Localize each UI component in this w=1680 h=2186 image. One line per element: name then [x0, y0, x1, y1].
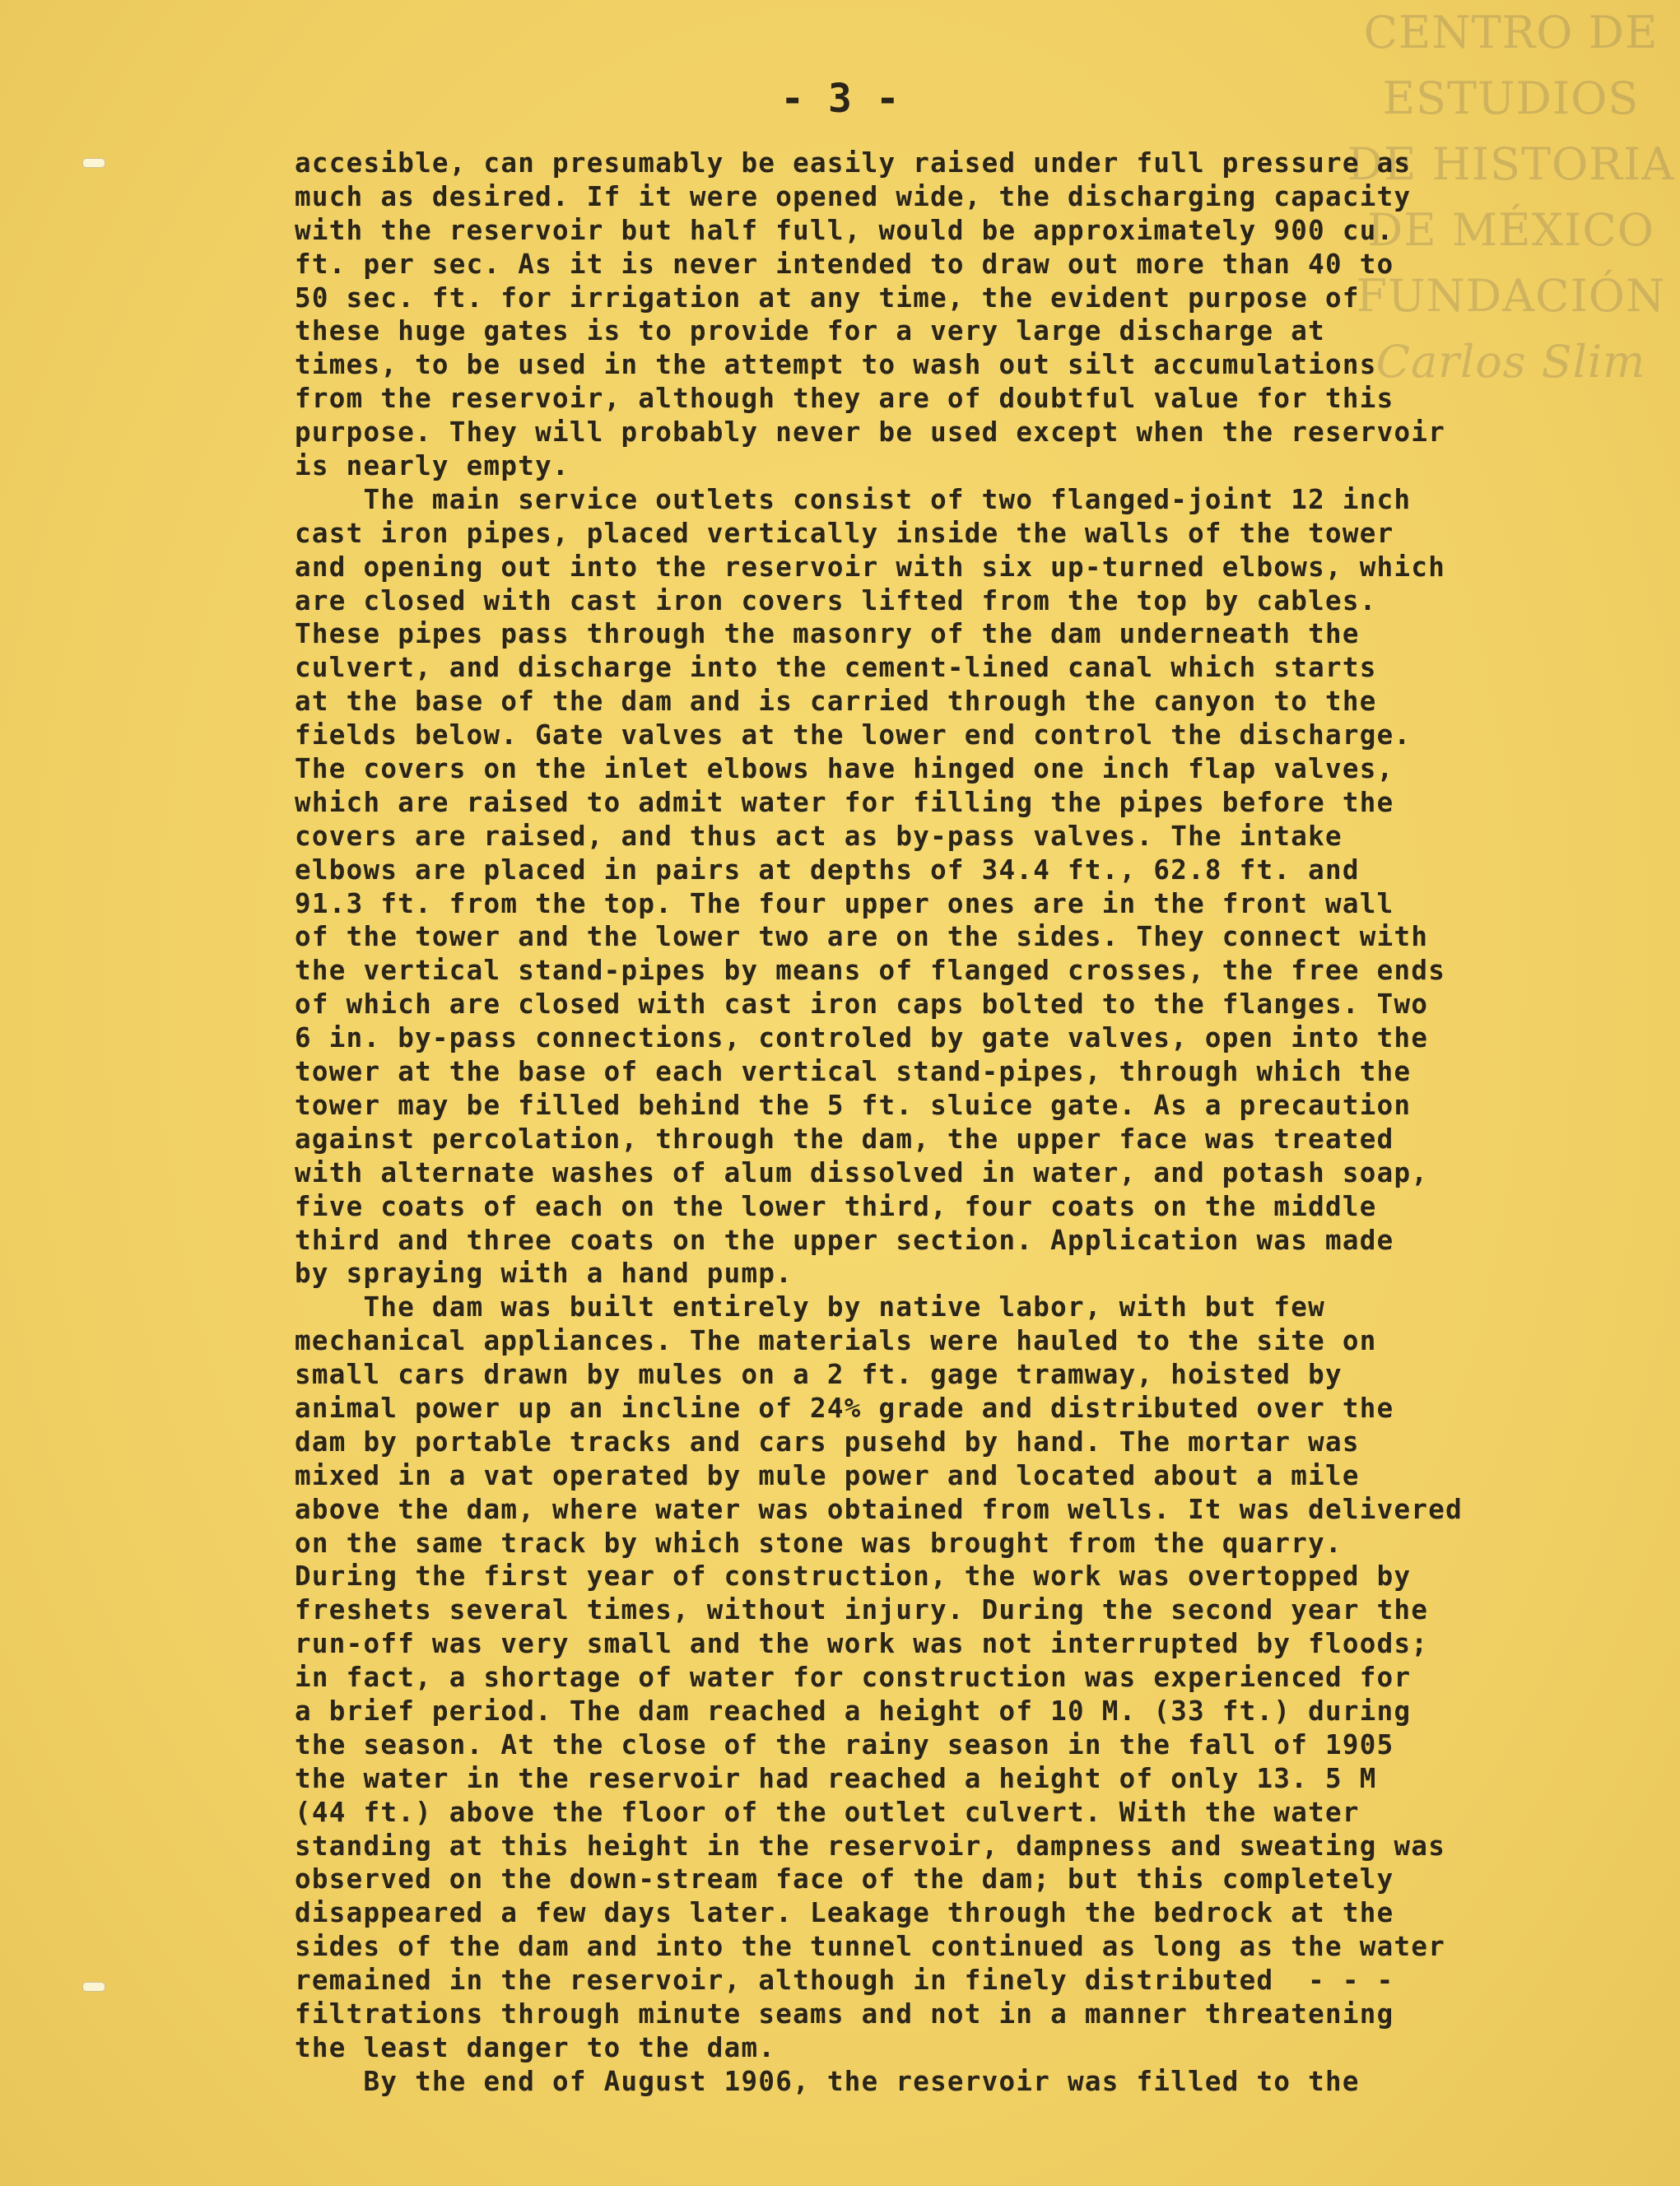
text-line: tower may be filled behind the 5 ft. sluice gate. As a precaution: [295, 1089, 1412, 1121]
text-line: disappeared a few days later. Leakage through the bedrock at the: [295, 1897, 1394, 1929]
text-line: run-off was very small and the work was not interrupted by floods;: [295, 1628, 1429, 1660]
text-line: 6 in. by-pass connections, controled by gate valves, open into the: [295, 1022, 1429, 1054]
text-line: The covers on the inlet elbows have hinged one inch flap valves,: [295, 753, 1394, 785]
text-line: and opening out into the reservoir with six up-turned elbows, which: [295, 551, 1446, 583]
text-line: standing at this height in the reservoir, dampness and sweating was: [295, 1830, 1446, 1862]
text-line: against percolation, through the dam, the upper face was treated: [295, 1123, 1394, 1155]
text-line: with the reservoir but half full, would be approximately 900 cu.: [295, 214, 1394, 246]
text-line: freshets several times, without injury. During the second year the: [295, 1594, 1429, 1626]
text-line: dam by portable tracks and cars pusehd by hand. The mortar was: [295, 1426, 1360, 1458]
text-line: covers are raised, and thus act as by-pass valves. The intake: [295, 820, 1343, 852]
text-line: animal power up an incline of 24% grade and distributed over the: [295, 1392, 1394, 1424]
text-line: of which are closed with cast iron caps bolted to the flanges. Two: [295, 988, 1429, 1021]
text-line: the water in the reservoir had reached a height of only 13. 5 M: [295, 1762, 1377, 1794]
watermark-line: FUNDACIÓN: [1356, 270, 1666, 322]
text-line: a brief period. The dam reached a height of 10 M. (33 ft.) during: [295, 1695, 1412, 1727]
text-line: in fact, a shortage of water for construction was experienced for: [295, 1662, 1412, 1694]
text-line: remained in the reservoir, although in finely distributed - - -: [295, 1965, 1394, 1997]
text-line: of the tower and the lower two are on the sides. They connect with: [295, 921, 1429, 953]
text-line: fields below. Gate valves at the lower end control the discharge.: [295, 719, 1412, 751]
text-line: with alternate washes of alum dissolved in water, and potash soap,: [295, 1156, 1429, 1188]
text-line: 50 sec. ft. for irrigation at any time, the evident purpose of: [295, 281, 1360, 314]
text-line: the vertical stand-pipes by means of flanged crosses, the free ends: [295, 955, 1446, 987]
text-line: observed on the down-stream face of the dam; but this completely: [295, 1863, 1394, 1895]
text-line: the season. At the close of the rainy season in the fall of 1905: [295, 1728, 1394, 1760]
text-line: cast iron pipes, placed vertically inside the walls of the tower: [295, 517, 1394, 549]
text-line: are closed with cast iron covers lifted from the top by cables.: [295, 584, 1377, 616]
text-line: above the dam, where water was obtained from wells. It was delivered: [295, 1493, 1463, 1525]
text-line: mixed in a vat operated by mule power and located about a mile: [295, 1459, 1360, 1491]
text-line: much as desired. If it were opened wide, the discharging capacity: [295, 180, 1412, 212]
text-line: mechanical appliances. The materials were hauled to the site on: [295, 1325, 1377, 1357]
body-text: [295, 147, 1645, 2099]
text-line: the least danger to the dam.: [295, 2031, 776, 2063]
text-line: elbows are placed in pairs at depths of 34.4 ft., 62.8 ft. and: [295, 853, 1360, 886]
text-line: tower at the base of each vertical stand-pipes, through which the: [295, 1056, 1412, 1088]
text-line: times, to be used in the attempt to wash out silt accumulations: [295, 349, 1377, 381]
page-number: - 3 -: [780, 76, 900, 122]
watermark-line: ESTUDIOS: [1382, 72, 1640, 124]
watermark-line: Carlos Slim: [1375, 336, 1646, 388]
text-line: By the end of August 1906, the reservoir was filled to the: [295, 2065, 1360, 2097]
text-line: ft. per sec. As it is never intended to draw out more than 40 to: [295, 248, 1394, 280]
text-line: on the same track by which stone was brought from the quarry.: [295, 1527, 1343, 1559]
text-line: filtrations through minute seams and not in a manner threatening: [295, 1998, 1394, 2030]
text-line: The dam was built entirely by native labor, with but few: [295, 1291, 1325, 1323]
text-line: The main service outlets consist of two flanged-joint 12 inch: [295, 483, 1412, 515]
text-line: small cars drawn by mules on a 2 ft. gage tramway, hoisted by: [295, 1359, 1343, 1391]
punch-hole-top: [82, 158, 105, 168]
text-line: During the first year of construction, the work was overtopped by: [295, 1560, 1412, 1593]
text-line: these huge gates is to provide for a very large discharge at: [295, 315, 1325, 347]
text-line: at the base of the dam and is carried through the canyon to the: [295, 686, 1377, 718]
text-line: from the reservoir, although they are of doubtful value for this: [295, 383, 1394, 415]
watermark-line: CENTRO DE: [1363, 7, 1659, 58]
text-line: is nearly empty.: [295, 450, 570, 482]
text-line: five coats of each on the lower third, four coats on the middle: [295, 1190, 1377, 1222]
punch-hole-bottom: [82, 1982, 105, 1992]
text-line: third and three coats on the upper section. Application was made: [295, 1224, 1394, 1256]
text-line: by spraying with a hand pump.: [295, 1258, 793, 1290]
text-line: sides of the dam and into the tunnel continued as long as the water: [295, 1931, 1446, 1963]
text-line: These pipes pass through the masonry of the dam underneath the: [295, 618, 1360, 650]
text-line: purpose. They will probably never be used except when the reservoir: [295, 416, 1446, 449]
text-line: which are raised to admit water for filling the pipes before the: [295, 786, 1394, 818]
text-line: (44 ft.) above the floor of the outlet culvert. With the water: [295, 1796, 1360, 1828]
text-line: accesible, can presumably be easily raised under full pressure as: [295, 147, 1412, 179]
text-line: culvert, and discharge into the cement-lined canal which starts: [295, 652, 1377, 684]
watermark-line: DE MÉXICO: [1367, 204, 1654, 256]
watermark-line: DE HISTORIA: [1347, 138, 1675, 190]
text-line: 91.3 ft. from the top. The four upper ones are in the front wall: [295, 887, 1394, 919]
